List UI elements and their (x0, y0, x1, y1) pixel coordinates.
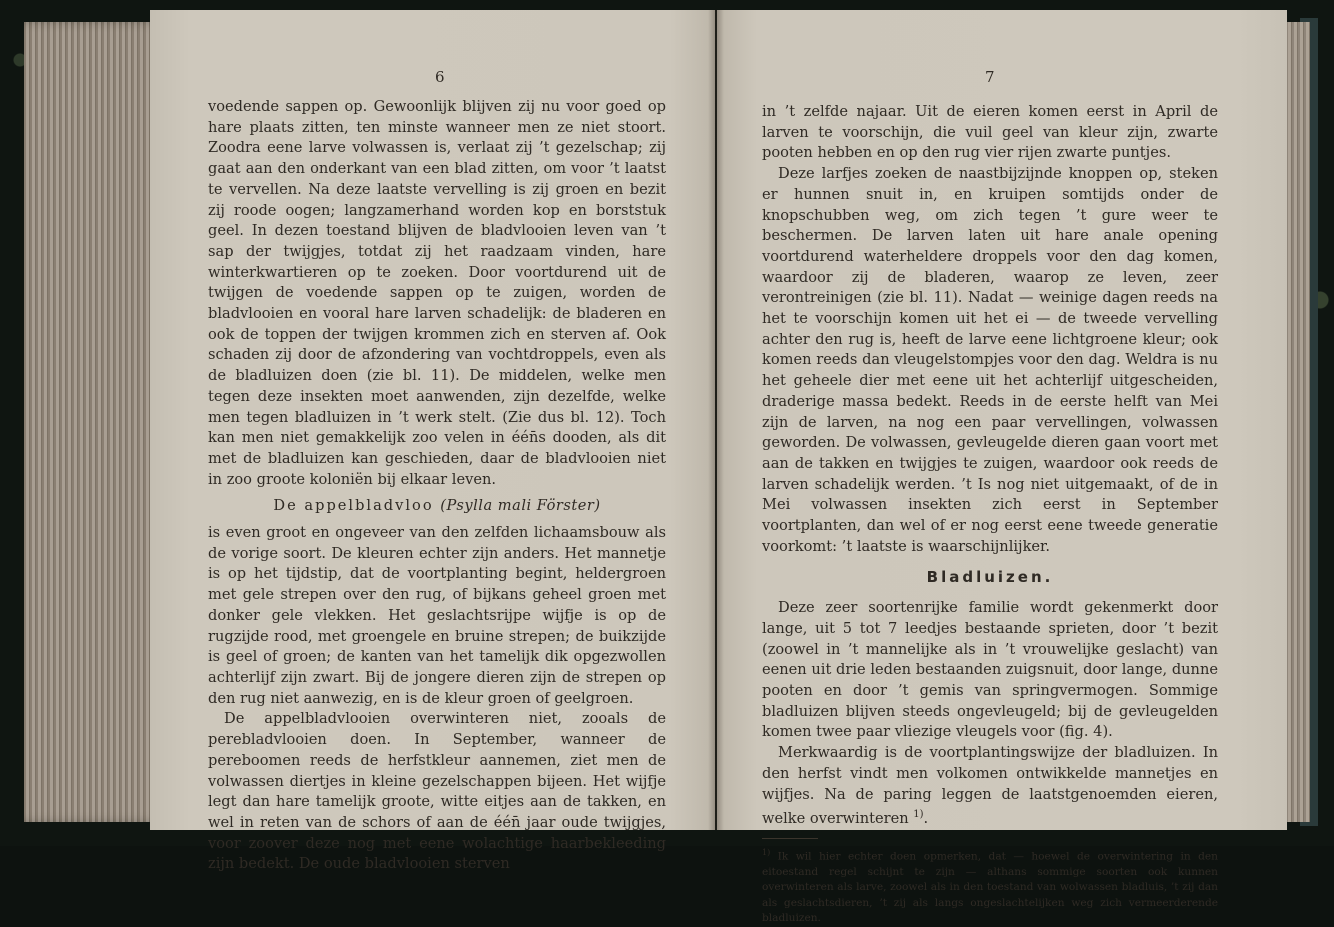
footnote (762, 845, 1218, 927)
species-name: (Psylla mali Förster) (440, 497, 601, 515)
paragraph: De appelbladvlooien overwinteren niet, zooals de perebladvlooien doen. In September, wanneer de pereboomen reeds de herfstkleur aannemen, ziet men de volwassen diertjes in kleine gezelschappen bijeen. Het wijfje legt dan hare tamelijk groote, witte eitjes aan de takken, en wel in reten van de schors of aan de één̄ jaar oude twijgjes, voor zoover deze nog met eene wolachtige haarbekleeding zijn bedekt. De oude bladvlooien sterven (208, 710, 666, 873)
section-title: De appelbladvloo (273, 497, 434, 515)
paragraph-text: Merkwaardig is de voortplantingswijze der bladluizen. In den herfst vindt men volkomen ontwikkelde mannetjes en wijfjes. Na de paring leggen de laatstgenoemden eieren, welke overwinteren (762, 744, 1218, 828)
paragraph: voedende sappen op. Gewoonlijk blijven zij nu voor goed op hare plaats zitten, ten minste wanneer men ze niet stoort. Zoodra eene larve volwassen is, verlaat zij ’t gezelschap; zij gaat aan den onderkant van een blad zitten, om voor ’t laatst te vervellen. Na deze laatste vervelling is zij groen en bezit zij roode oogen; langzamerhand worden kop en borststuk geel. In dezen toestand blijven de bladvlooien leven van ’t sap der twijgjes, totdat zij het raadzaam vinden, hare winterkwartieren op te zoeken. Door voortdurend uit de twijgen de voedende sappen op te zuigen, worden de bladvlooien en vooral hare larven schadelijk: de bladeren en ook de toppen der twijgen krommen zich en sterven af. Ook schaden zij door de afzondering van vochtdroppels, even als de bladluizen doen (zie bl. 11). De middelen, welke men tegen deze insekten moet aanwenden, zijn dezelfde, welke men tegen bladluizen in ’t werk stelt. (Zie dus bl. 12). Toch kan men niet gemakkelijk zoo velen in één̄s dooden, als dit met de bladluizen kan geschieden, daar de bladvlooien niet in zoo groote koloniën bij elkaar leven. (208, 98, 666, 488)
paragraph: Deze zeer soortenrijke familie wordt gekenmerkt door lange, uit 5 tot 7 leedjes bestaande sprieten, door ’t bezit (zoowel in ’t mannelijke als in ’t vrouwelijke geslacht) van eenen uit drie leden bestaanden zuigsnuit, door lange, dunne pooten en door ’t gemis van springvermogen. Sommige bladluizen blijven steeds ongevleugeld; bij de gevleugelden komen twee paar vliezige vleugels voor (fig. 4). (762, 599, 1218, 741)
book-gutter (708, 10, 724, 830)
footnote-number: 1) (762, 847, 771, 857)
paragraph: in ’t zelfde najaar. Uit de eieren komen eerst in April de larven te voorschijn, die vuil geel van kleur zijn, zwarte pooten hebben en op den rug vier rijen zwarte puntjes. (762, 103, 1218, 162)
paragraph: Deze larfjes zoeken de naastbijzijnde knoppen op, steken er hunnen snuit in, en kruipen somtijds onder de knopschubben weg, om zich tegen ’t gure weer te beschermen. De larven laten uit hare anale opening voortdurend waterheldere droppels voor den dag komen, waardoor zij de bladeren, waarop ze leven, zeer verontreinigen (zie bl. 11). Nadat — weinige dagen reeds na het te voorschijn komen uit het ei — de tweede vervelling achter den rug is, heeft de larve eene lichtgroene kleur; ook komen reeds dan vleugelstompjes voor den dag. Weldra is nu het geheele dier met eene uit het achterlijf uitgescheiden, draderige massa bedekt. Reeds in de eerste helft van Mei zijn de larven, na nog een paar vervellingen, volwassen geworden. De volwassen, gevleugelde dieren gaan voort met aan de takken en twijgjes te zuigen, waardoor ook reeds de larven schadelijk werden. ’t Is nog niet uitgemaakt, of de in Mei volwassen insekten zich eerst in September voortplanten, dan wel of er nog eerst eene tweede generatie voorkomt: ’t laatste is waarschijnlijker. (762, 165, 1218, 555)
footnote-rule (762, 838, 818, 839)
section-heading: Bladluizen. (926, 568, 1054, 587)
paragraph: is even groot en ongeveer van den zelfden lichaamsbouw als de vorige soort. De kleuren echter zijn anders. Het mannetje is op het tijdstip, dat de voortplanting begint, heldergroen met gele strepen over den rug, of bijkans geheel groen met donker gele vlekken. Het geslachtsrijpe wijfje is op de rugzijde rood, met groengele en bruine strepen; de buikzijde is geel of groen; de kanten van het tamelijk dik opgezwollen achterlijf zijn zwart. Bij de jongere dieren zijn de strepen op den rug niet aanwezig, en is de kleur groen of geelgroen. (208, 524, 666, 707)
right-page-text (762, 102, 1218, 927)
section-heading (208, 496, 666, 517)
page-number: 7 (985, 68, 995, 86)
page-number: 6 (435, 68, 445, 86)
footnote-marker: 1) (913, 809, 924, 821)
paragraph: Merkwaardig is de voortplantingswijze der bladluizen. In den herfst vindt men volkomen ontwikkelde mannetjes en wijfjes. Na de paring leggen de laatstgenoemden eieren, welke overwinteren $^{1)}$. (762, 744, 1218, 828)
right-page (717, 10, 1287, 925)
page-edges-left (24, 22, 164, 822)
left-page-text (208, 97, 666, 875)
footnote-text: Ik wil hier echter doen opmerken, dat — hoewel de overwintering in den eitoestand regel schijnt te zijn — althans sommige soorten ook kunnen overwinteren als larve, zoowel als in den toestand van wolwassen bladluis, ’t zij dan als geslachtsdieren, ’t zij als langs ongeslachtelijken weg zich vermeerderende bladluizen. (762, 850, 1218, 925)
left-page (150, 10, 715, 873)
